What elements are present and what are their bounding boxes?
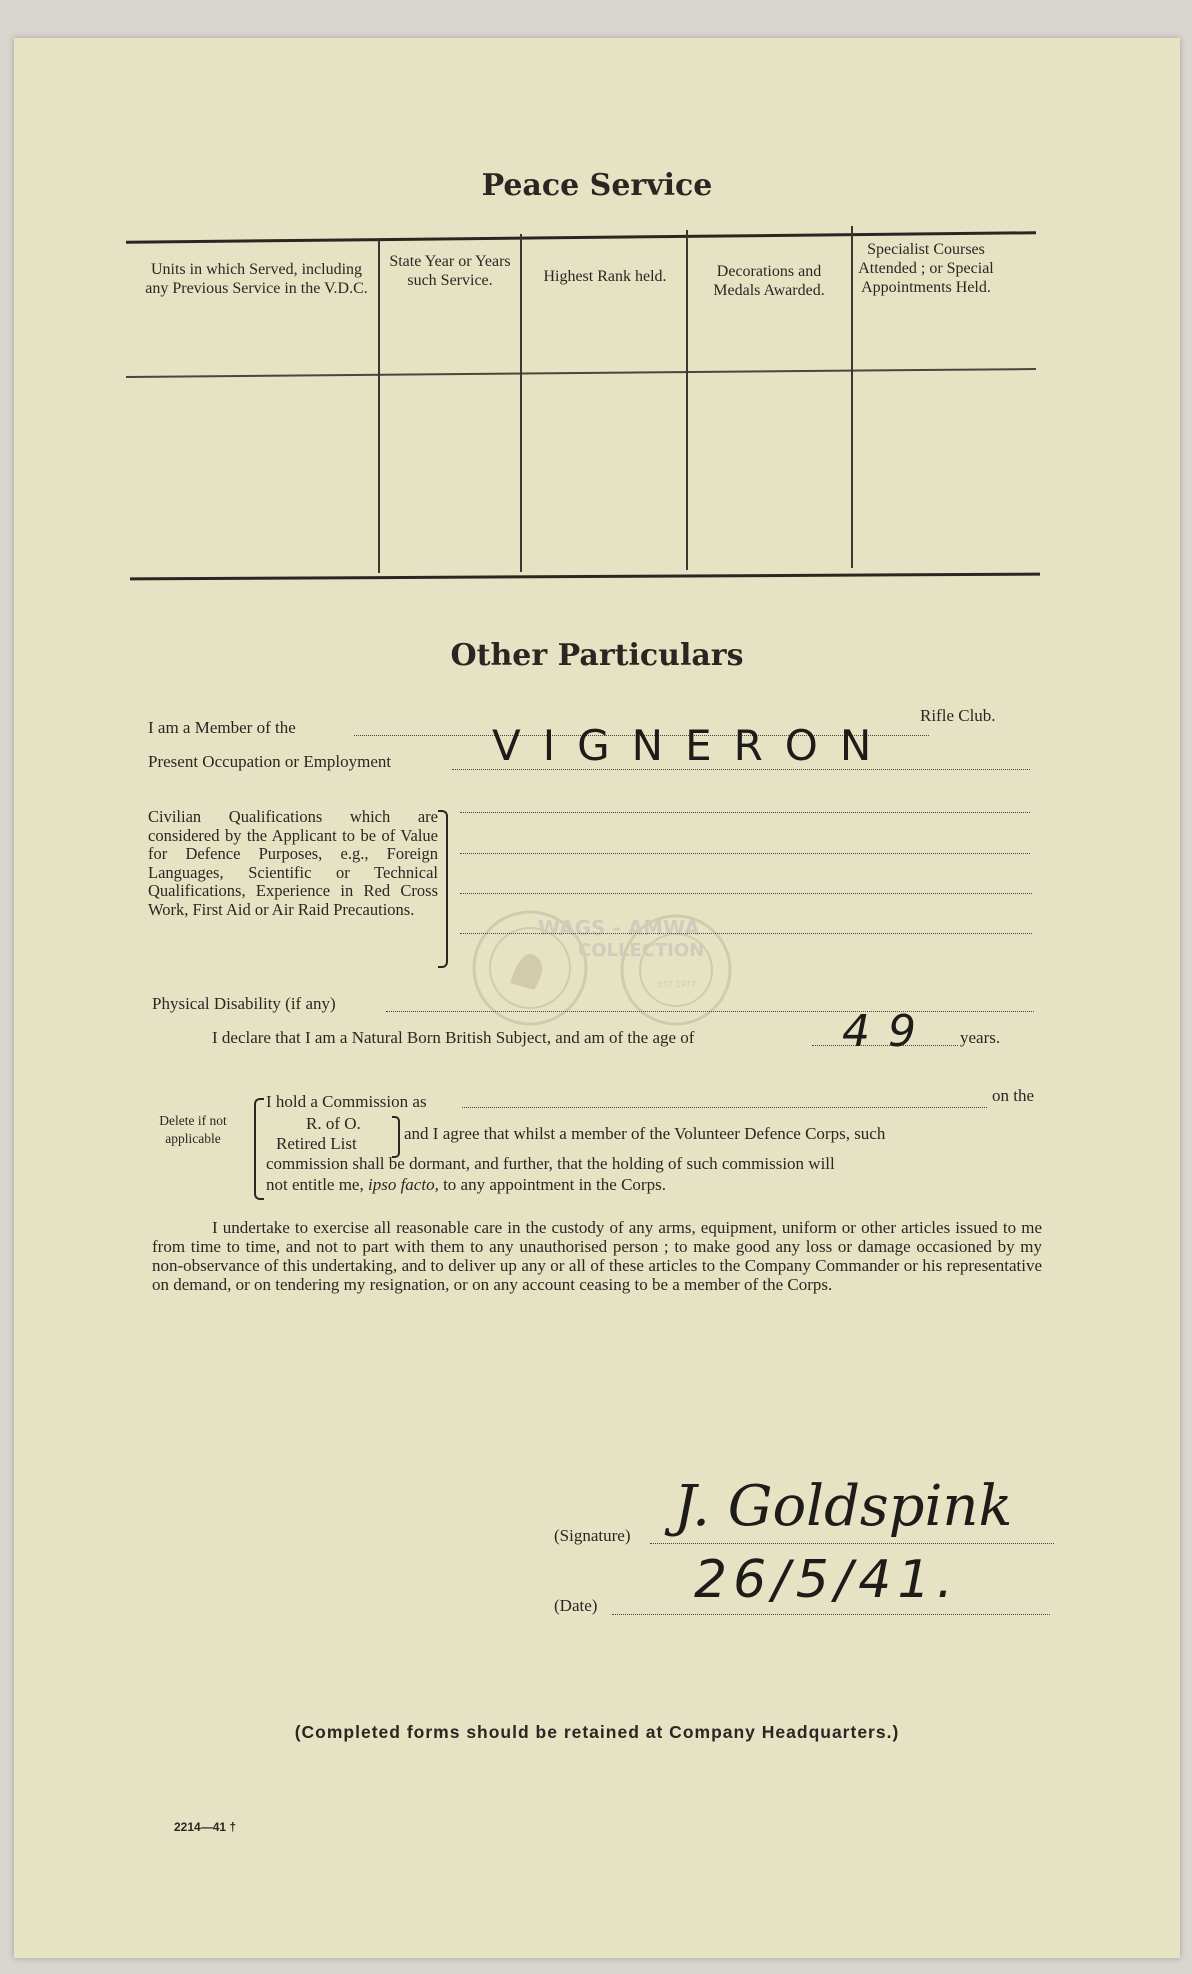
commission-line-4a: not entitle me, bbox=[266, 1175, 368, 1194]
commission-brace-left bbox=[254, 1098, 264, 1200]
table-col-divider-2 bbox=[520, 234, 522, 572]
commission-ro: R. of O. bbox=[306, 1114, 361, 1133]
table-col-divider-1 bbox=[378, 238, 380, 573]
peace-service-title: Peace Service bbox=[481, 168, 713, 203]
signature-label: (Signature) bbox=[554, 1526, 631, 1545]
commission-brace-inner bbox=[392, 1116, 400, 1158]
table-col-divider-4 bbox=[851, 226, 853, 568]
delete-if-not-applicable-label: Delete if not applicable bbox=[159, 1113, 227, 1146]
collection-watermark bbox=[468, 908, 748, 1028]
commission-line-1: I hold a Commission as bbox=[266, 1092, 427, 1111]
rifle-club-label: Rifle Club. bbox=[920, 706, 996, 725]
civilian-line-3 bbox=[460, 893, 1032, 894]
col-header-decorations: Decorations and Medals Awarded. bbox=[713, 263, 825, 299]
table-col-divider-3 bbox=[686, 230, 688, 570]
table-bottom-rule bbox=[130, 573, 1040, 581]
commission-retired-list: Retired List bbox=[276, 1134, 357, 1153]
col-header-rank: Highest Rank held. bbox=[543, 268, 667, 285]
commission-field-line bbox=[462, 1107, 987, 1108]
signature-handwritten-value: J. Goldspink bbox=[674, 1474, 1013, 1539]
commission-line-4 bbox=[266, 1175, 666, 1195]
occupation-handwritten-value: VIGNERON bbox=[492, 721, 894, 770]
date-label: (Date) bbox=[554, 1596, 598, 1615]
footer-note: (Completed forms should be retained at Company Headquarters.) bbox=[294, 1722, 900, 1742]
civilian-line-1 bbox=[460, 812, 1030, 813]
disability-label: Physical Disability (if any) bbox=[152, 994, 336, 1013]
date-field-line bbox=[612, 1614, 1050, 1615]
watermark-text-3: EST 1977 bbox=[658, 980, 696, 989]
signature-field-line bbox=[650, 1543, 1054, 1544]
watermark-text-1: WAGS - AMWA bbox=[538, 916, 700, 940]
civilian-line-2 bbox=[460, 853, 1030, 854]
commission-agree: and I agree that whilst a member of the Volunteer Defence Corps, such bbox=[404, 1124, 886, 1143]
col-header-courses: Specialist Courses Attended ; or Special Appointments Held. bbox=[858, 241, 994, 296]
commission-ipso-facto: ipso facto, bbox=[367, 1175, 439, 1194]
document-sheet bbox=[14, 38, 1180, 1958]
disability-field-line bbox=[386, 1011, 1034, 1012]
declaration-label: I declare that I am a Natural Born British Subject, and am of the age of bbox=[212, 1028, 695, 1047]
member-label: I am a Member of the bbox=[148, 718, 296, 737]
date-handwritten-value: 26/5/41. bbox=[694, 1550, 959, 1610]
commission-on-the: on the bbox=[992, 1086, 1035, 1105]
commission-line-3: commission shall be dormant, and further, that the holding of such commission will bbox=[266, 1154, 835, 1173]
other-particulars-title: Other Particulars bbox=[450, 638, 744, 673]
commission-line-4b: to any appointment in the Corps. bbox=[438, 1175, 666, 1194]
occupation-label: Present Occupation or Employment bbox=[148, 752, 392, 771]
form-code: 2214—41 † bbox=[174, 1820, 237, 1834]
col-header-units: Units in which Served, including any Previous Service in the V.D.C. bbox=[145, 261, 368, 297]
civilian-brace bbox=[438, 810, 448, 968]
col-header-years: State Year or Years such Service. bbox=[389, 253, 511, 289]
undertaking-paragraph: I undertake to exercise all reasonable care in the custody of any arms, equipment, uniform or other articles issued to me from time to time, and not to part with them to any unauthorised person ; to make good any loss or damage occasioned by my non-observance of this undertaking, and to deliver up any or all of these articles to the Company Commander or his representative on demand, or on tendering my resignation, or on any account ceasing to be a member of the Corps. bbox=[152, 1218, 1042, 1294]
age-handwritten-value: 49 bbox=[842, 1006, 934, 1057]
civilian-qualifications-label: Civilian Qualifications which are considered by the Applicant to be of Value for Defence Purposes, e.g., Foreign Languages, Scientific or Technical Qualifications, Experience in Red Cross Work, First Aid or Air Raid Precautions. bbox=[148, 807, 438, 919]
watermark-text-2: COLLECTION bbox=[578, 940, 705, 961]
years-label: years. bbox=[960, 1028, 1001, 1047]
table-header-rule bbox=[126, 368, 1036, 377]
